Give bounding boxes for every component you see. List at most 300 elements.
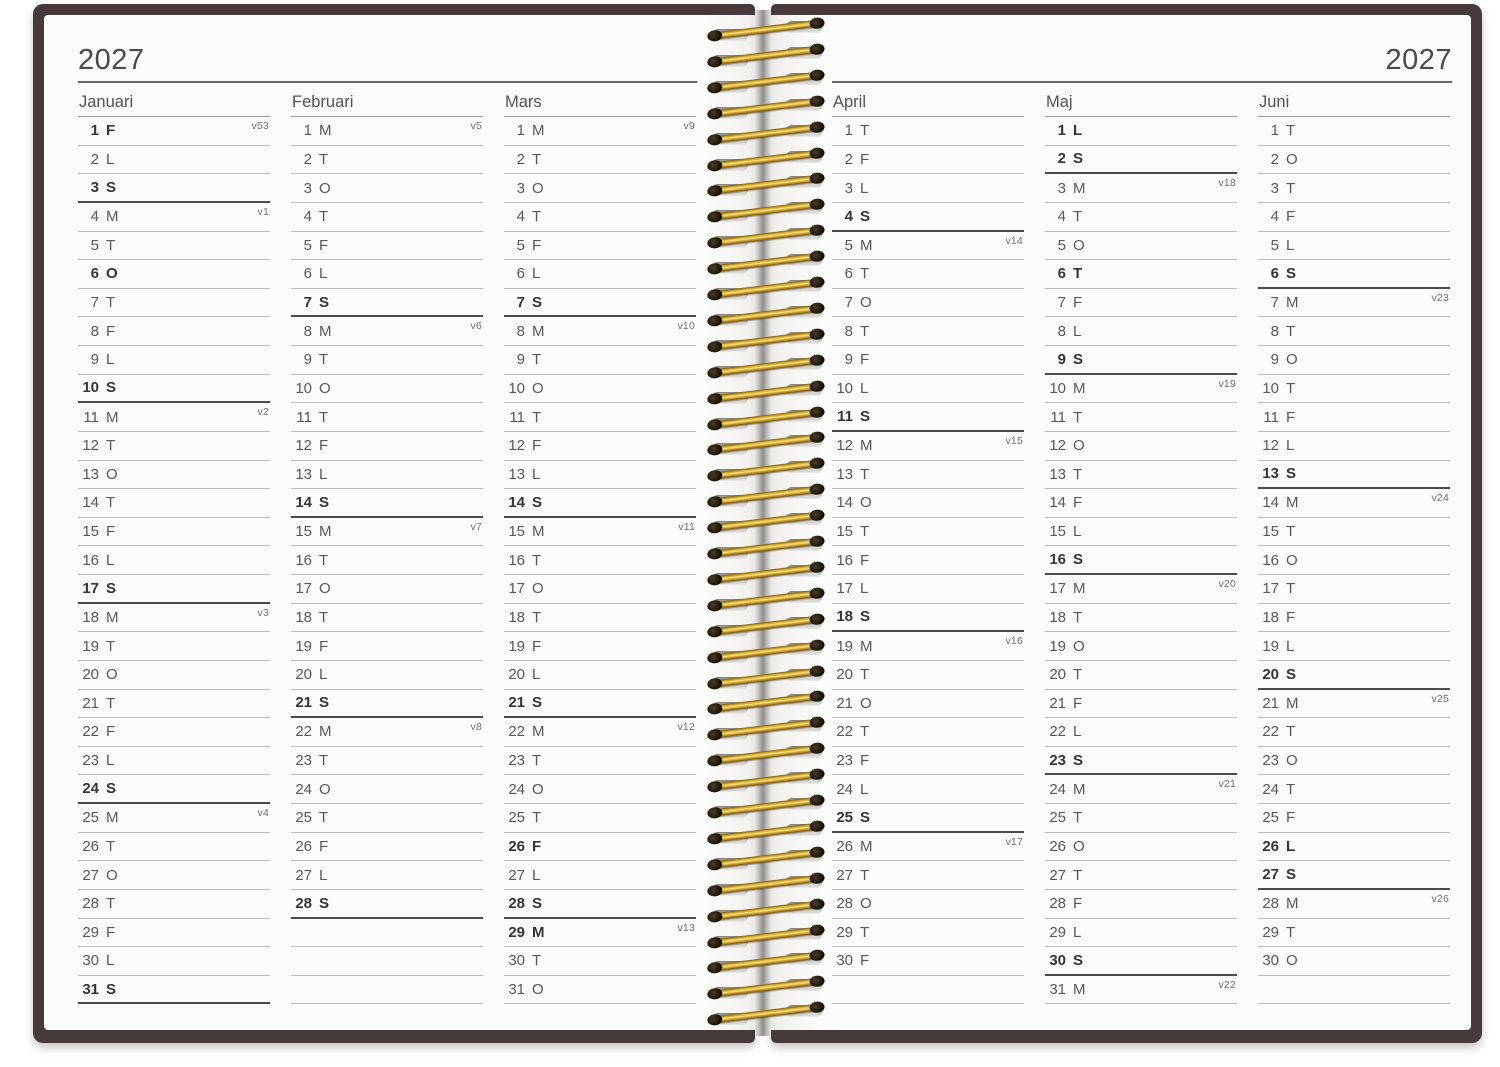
week-number: v7 [470,520,482,533]
day-number: 26 [1049,837,1066,855]
day-number: 5 [1270,236,1279,254]
weekday-letter: S [106,980,117,998]
day-februari-25 [291,804,483,833]
coil-end [707,858,723,871]
day-number: 4 [516,208,525,226]
weekday-letter: T [319,150,329,168]
weekday-letter: M [319,723,332,741]
weekday-letter: F [532,437,542,455]
weekday-letter: M [1073,580,1086,598]
weekday-letter: L [532,866,541,884]
day-juni-6 [1258,260,1450,289]
weekday-letter: T [106,637,116,655]
weekday-letter: O [319,580,331,598]
day-juni-15 [1258,518,1450,547]
day-mars-4 [504,203,696,232]
day-februari-12 [291,432,483,461]
weekday-letter: F [532,236,542,254]
weekday-letter: F [106,723,116,741]
day-number: 13 [836,465,853,483]
weekday-letter: T [1286,322,1296,340]
day-februari-23 [291,747,483,776]
day-juni-18 [1258,604,1450,633]
day-number: 8 [516,322,525,340]
weekday-letter: T [532,150,542,168]
day-number: 9 [516,351,525,369]
week-number: v14 [1005,234,1023,247]
day-number: 17 [1262,580,1279,598]
weekday-letter: T [319,809,329,827]
day-number: 17 [82,579,99,597]
day-april-10 [832,375,1024,404]
day-juni-28 [1258,890,1450,919]
day-januari-15 [78,518,270,547]
day-number: 6 [90,265,99,283]
day-april-5 [832,232,1024,261]
day-juni-21 [1258,690,1450,719]
weekday-letter: L [1286,437,1295,455]
day-mars-8 [504,317,696,346]
day-number: 11 [837,408,853,426]
day-number: 30 [1262,952,1279,970]
weekday-letter: M [319,523,332,541]
day-maj-3 [1045,174,1237,203]
day-juni-13 [1258,461,1450,490]
week-number: v53 [251,120,269,132]
weekday-letter: S [1286,665,1297,683]
day-mars-1 [504,117,696,146]
day-number: 10 [295,379,312,397]
day-mars-3 [504,174,696,203]
day-mars-25 [504,804,696,833]
day-number: 25 [836,808,853,826]
coil-end [707,781,723,794]
coil-end [707,133,723,146]
week-number: v9 [683,120,695,132]
coil-end [809,276,825,289]
coil-end [707,237,723,250]
day-number: 27 [508,866,525,884]
day-number: 27 [1049,866,1066,884]
weekday-letter: O [1286,150,1298,168]
weekday-letter: T [1286,723,1296,741]
weekday-letter: T [1286,122,1296,140]
day-number: 5 [303,236,312,254]
day-april-3 [832,174,1024,203]
empty-row [291,947,483,976]
coil-end [809,535,825,548]
month-name: Mars [504,93,696,117]
day-number: 23 [1049,751,1066,769]
month-column-januari [78,93,270,1004]
weekday-letter: T [106,294,116,312]
day-april-27 [832,861,1024,890]
weekday-letter: O [860,494,872,512]
day-number: 7 [90,294,99,312]
weekday-letter: S [1286,866,1297,884]
day-januari-18 [78,604,270,633]
coil-end [809,1001,825,1014]
weekday-letter: T [860,923,870,941]
day-number: 26 [295,837,312,855]
day-mars-26 [504,833,696,862]
day-april-30 [832,947,1024,976]
day-januari-17 [78,575,270,604]
day-juni-7 [1258,289,1450,318]
weekday-letter: L [106,752,115,770]
day-number: 25 [82,809,99,827]
day-number: 29 [1262,923,1279,941]
day-juni-1 [1258,117,1450,146]
day-april-24 [832,775,1024,804]
day-number: 19 [295,637,312,655]
coil-end [809,949,825,962]
coil-end [809,509,825,522]
weekday-letter: L [1286,637,1295,655]
day-number: 22 [836,723,853,741]
coil-end [809,172,825,185]
day-number: 16 [1262,551,1279,569]
coil-end [809,120,825,133]
year-label-left: 2027 [78,44,145,76]
day-number: 21 [82,694,99,712]
day-mars-31 [504,976,696,1005]
day-number: 4 [1270,208,1279,226]
day-number: 14 [1262,494,1279,512]
weekday-letter: S [106,179,117,197]
day-februari-18 [291,604,483,633]
day-number: 28 [1049,895,1066,913]
day-juni-23 [1258,747,1450,776]
month-name: April [832,93,1024,117]
months-right [832,93,1452,1004]
weekday-letter: F [860,752,870,770]
day-maj-18 [1045,604,1237,633]
weekday-letter: T [860,523,870,541]
day-number: 18 [1049,608,1066,626]
day-number: 18 [508,608,525,626]
day-maj-20 [1045,661,1237,690]
day-maj-16 [1045,546,1237,575]
day-maj-31 [1045,976,1237,1005]
day-mars-21 [504,690,696,719]
month-column-april [832,93,1024,1004]
coil-end [707,599,723,612]
week-number: v15 [1005,434,1023,447]
day-number: 5 [844,236,853,254]
coil-end [707,185,723,198]
weekday-letter: T [860,666,870,684]
weekday-letter: M [532,523,545,541]
coil-end [809,897,825,910]
weekday-letter: T [319,351,329,369]
day-februari-9 [291,346,483,375]
weekday-letter: S [1073,751,1084,769]
page-right [771,15,1471,1030]
day-number: 26 [836,837,853,855]
weekday-letter: M [860,837,873,855]
day-number: 28 [1262,895,1279,913]
empty-row [832,976,1024,1005]
weekday-letter: S [860,207,871,225]
page-header-right [832,30,1452,83]
weekday-letter: M [532,322,545,340]
weekday-letter: S [532,694,543,712]
coil-end [809,457,825,470]
weekday-letter: S [860,408,871,426]
weekday-letter: O [106,866,118,884]
day-number: 2 [90,150,99,168]
day-number: 15 [508,523,525,541]
day-number: 1 [1270,122,1279,140]
weekday-letter: L [860,379,869,397]
day-number: 1 [90,122,99,140]
day-maj-14 [1045,489,1237,518]
day-mars-14 [504,489,696,518]
coil-end [707,444,723,457]
coil-end [707,806,723,819]
week-number: v8 [470,721,482,734]
day-number: 13 [1262,465,1279,483]
coil-end [809,587,825,600]
weekday-letter: F [106,122,116,140]
day-januari-11 [78,403,270,432]
day-mars-17 [504,575,696,604]
page-left [44,15,755,1030]
weekday-letter: M [1073,780,1086,798]
weekday-letter: L [319,666,328,684]
day-juni-24 [1258,775,1450,804]
day-number: 5 [1057,236,1066,254]
day-maj-19 [1045,632,1237,661]
weekday-letter: T [860,122,870,140]
day-juni-2 [1258,146,1450,175]
weekday-letter: M [106,208,119,226]
day-april-18 [832,604,1024,633]
day-number: 8 [90,322,99,340]
weekday-letter: M [1073,379,1086,397]
month-name: Januari [78,93,270,117]
day-maj-28 [1045,890,1237,919]
day-mars-10 [504,375,696,404]
day-april-19 [832,632,1024,661]
day-maj-25 [1045,804,1237,833]
weekday-letter: S [1073,150,1084,168]
day-number: 6 [844,265,853,283]
coil-end [809,846,825,859]
day-juni-11 [1258,403,1450,432]
day-number: 14 [836,494,853,512]
weekday-letter: F [1286,208,1296,226]
day-number: 21 [1262,694,1279,712]
day-mars-7 [504,289,696,318]
day-number: 16 [836,551,853,569]
weekday-letter: S [1073,951,1084,969]
day-februari-24 [291,775,483,804]
day-maj-23 [1045,747,1237,776]
day-maj-9 [1045,346,1237,375]
day-juni-14 [1258,489,1450,518]
day-number: 19 [836,637,853,655]
day-april-1 [832,117,1024,146]
day-maj-27 [1045,861,1237,890]
coil-end [809,561,825,574]
weekday-letter: T [106,837,116,855]
weekday-letter: L [319,465,328,483]
day-number: 31 [508,981,525,999]
day-januari-3 [78,174,270,203]
coil-end [809,69,825,82]
day-number: 20 [82,666,99,684]
day-number: 21 [508,694,525,712]
day-april-17 [832,575,1024,604]
week-number: v13 [677,921,695,934]
weekday-letter: L [106,952,115,970]
day-number: 15 [295,523,312,541]
day-number: 4 [844,207,853,225]
day-februari-8 [291,317,483,346]
week-number: v10 [677,320,695,333]
day-mars-2 [504,146,696,175]
day-april-7 [832,289,1024,318]
day-april-23 [832,747,1024,776]
day-januari-20 [78,661,270,690]
weekday-letter: O [319,780,331,798]
day-maj-29 [1045,919,1237,948]
weekday-letter: T [319,608,329,626]
weekday-letter: T [1073,408,1083,426]
day-mars-27 [504,861,696,890]
coil-end [809,379,825,392]
day-maj-5 [1045,232,1237,261]
day-maj-2 [1045,146,1237,175]
day-number: 23 [508,752,525,770]
weekday-letter: M [106,809,119,827]
weekday-letter: L [106,551,115,569]
coil-end [707,263,723,276]
day-juni-22 [1258,718,1450,747]
day-number: 8 [844,322,853,340]
weekday-letter: L [1073,923,1082,941]
day-number: 13 [1049,465,1066,483]
weekday-letter: L [319,866,328,884]
day-number: 15 [836,523,853,541]
day-april-28 [832,890,1024,919]
day-number: 7 [516,293,525,311]
weekday-letter: O [1286,752,1298,770]
weekday-letter: T [319,408,329,426]
day-januari-10 [78,375,270,404]
day-number: 27 [836,866,853,884]
day-number: 2 [516,150,525,168]
coil-end [809,716,825,729]
day-number: 2 [1057,150,1066,168]
week-number: v21 [1218,778,1236,791]
day-number: 27 [295,866,312,884]
day-number: 17 [295,580,312,598]
day-number: 1 [303,122,312,140]
day-mars-16 [504,546,696,575]
day-number: 8 [303,322,312,340]
day-februari-21 [291,690,483,719]
day-februari-3 [291,174,483,203]
coil-end [809,146,825,159]
day-number: 24 [836,780,853,798]
day-number: 16 [82,551,99,569]
weekday-letter: T [860,322,870,340]
day-juni-3 [1258,174,1450,203]
day-juni-27 [1258,861,1450,890]
weekday-letter: F [106,523,116,541]
coil-end [809,354,825,367]
weekday-letter: F [1286,608,1296,626]
day-number: 3 [516,179,525,197]
day-januari-23 [78,747,270,776]
day-januari-22 [78,718,270,747]
day-maj-1 [1045,117,1237,146]
week-number: v12 [677,721,695,734]
weekday-letter: T [532,551,542,569]
day-number: 6 [1270,264,1279,282]
weekday-letter: T [1286,379,1296,397]
coil-end [809,742,825,755]
day-januari-31 [78,976,270,1005]
day-number: 4 [90,208,99,226]
day-number: 25 [1262,809,1279,827]
month-name: Maj [1045,93,1237,117]
weekday-letter: M [319,122,332,140]
day-maj-13 [1045,461,1237,490]
day-number: 3 [303,179,312,197]
weekday-letter: F [319,437,329,455]
day-number: 11 [1050,408,1066,426]
day-number: 30 [508,952,525,970]
weekday-letter: S [532,293,543,311]
day-februari-20 [291,661,483,690]
day-number: 29 [1049,923,1066,941]
coil-end [809,224,825,237]
day-mars-12 [504,432,696,461]
empty-row [1258,976,1450,1005]
day-april-22 [832,718,1024,747]
coil-end [809,872,825,885]
day-mars-5 [504,232,696,261]
week-number: v17 [1005,835,1023,848]
day-maj-26 [1045,833,1237,862]
coil-end [707,755,723,768]
weekday-letter: T [1286,923,1296,941]
day-maj-7 [1045,289,1237,318]
weekday-letter: O [319,379,331,397]
day-maj-24 [1045,775,1237,804]
weekday-letter: S [1073,350,1084,368]
weekday-letter: L [532,465,541,483]
weekday-letter: T [1073,465,1083,483]
day-maj-30 [1045,947,1237,976]
day-number: 21 [1049,694,1066,712]
weekday-letter: S [1286,264,1297,282]
day-juni-30 [1258,947,1450,976]
day-number: 28 [82,895,99,913]
weekday-letter: L [1073,122,1083,140]
coil-end [809,690,825,703]
day-mars-24 [504,775,696,804]
day-number: 2 [844,150,853,168]
day-number: 7 [1057,294,1066,312]
coil-end [809,794,825,807]
coil-end [707,522,723,535]
weekday-letter: S [532,493,543,511]
